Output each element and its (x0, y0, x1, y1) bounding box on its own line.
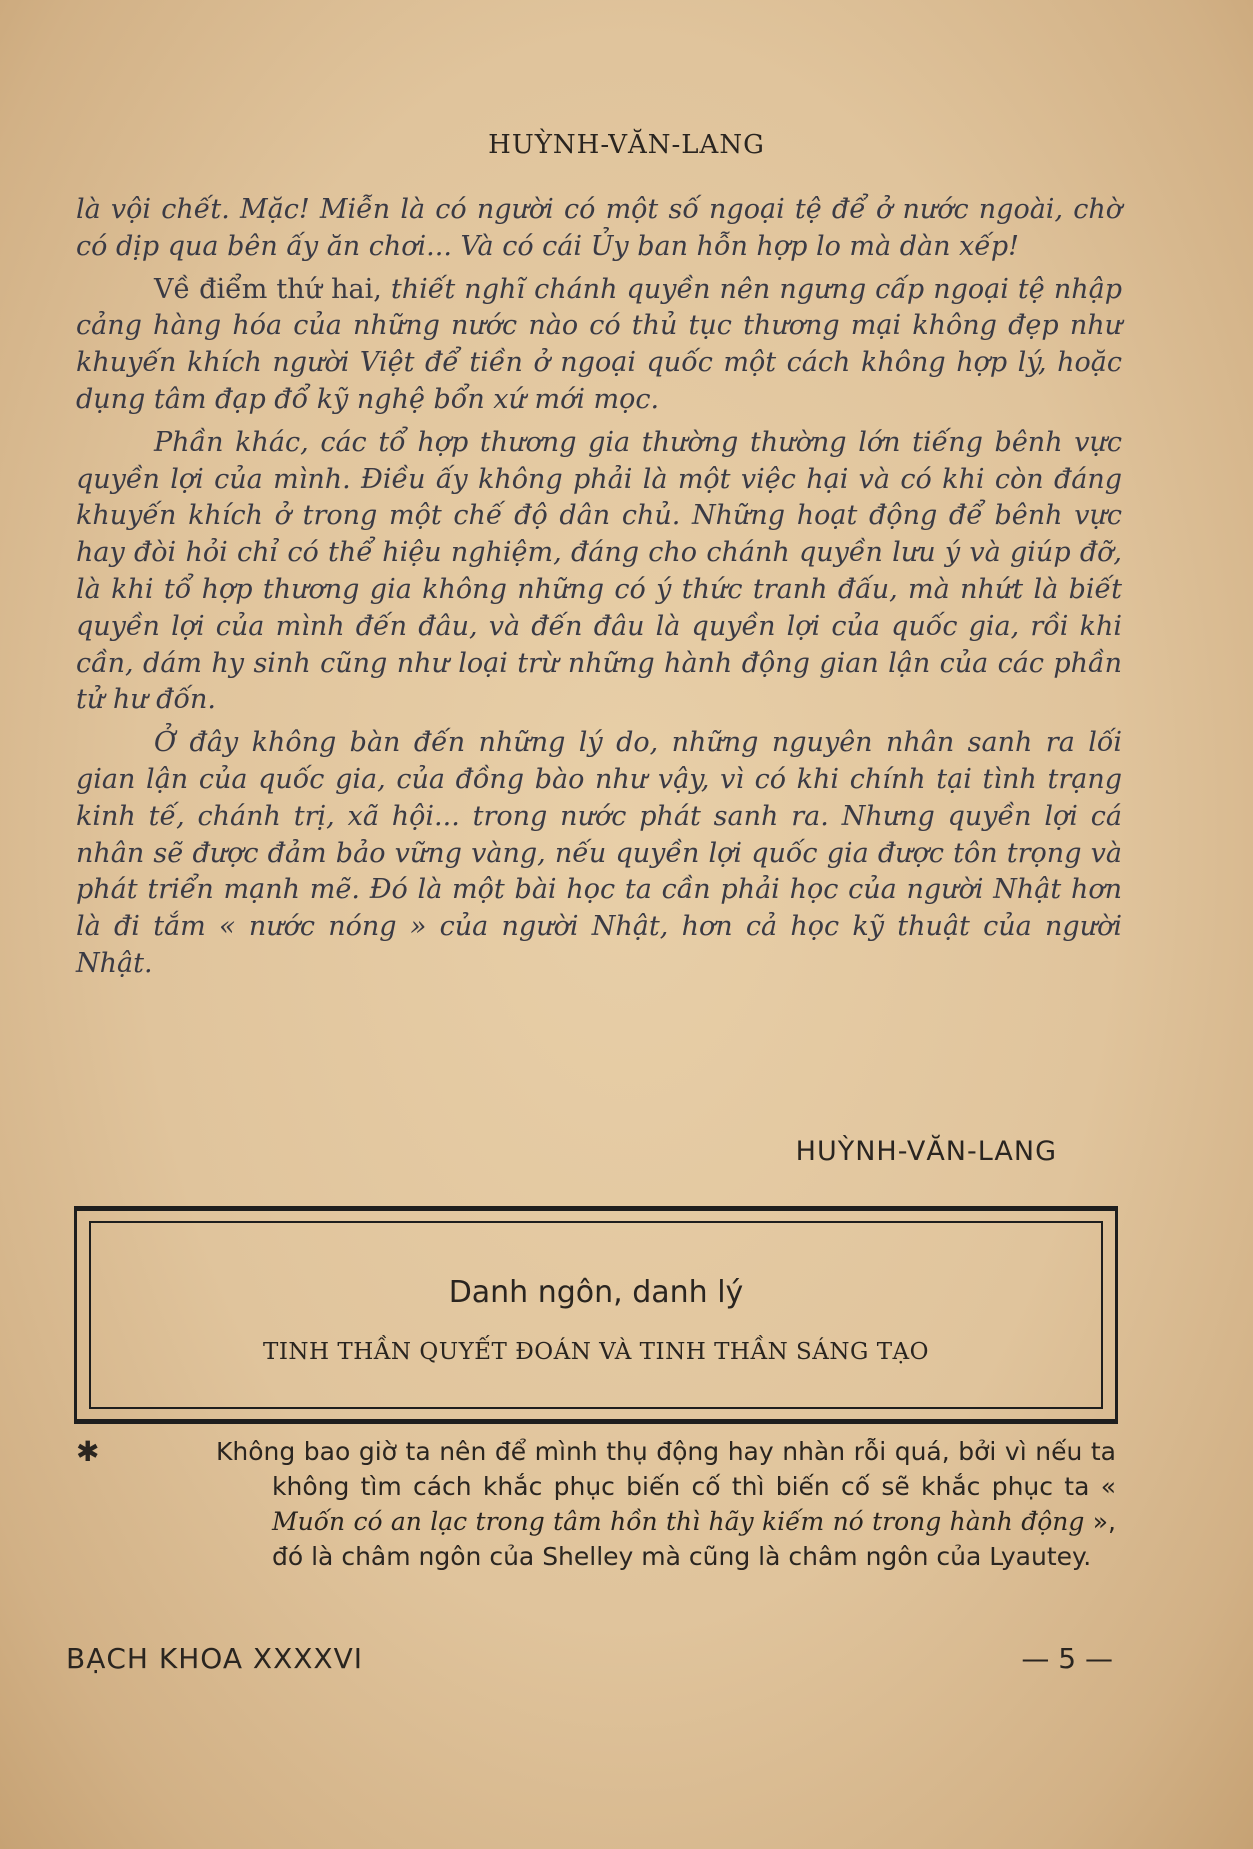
article-paragraph-3: Phần khác, các tổ hợp thương gia thường thường lớn tiếng bênh vực quyền lợi của mình. Điều ấy không phải là một việc hại và có khi còn đáng khuyến khích ở trong một chế độ dân chủ. Những hoạt động để bênh vực hay đòi hỏi chỉ có thể hiệu nghiệm, đáng cho chánh quyền lưu ý và giúp đỡ, là khi tổ hợp thương gia không những có ý thức tranh đấu, mà nhứt là biết quyền lợi của mình đến đâu, và đến đâu là quyền lợi của quốc gia, rồi khi cần, dám hy sinh cũng như loại trừ những hành động gian lận của các phần tử hư đốn. (76, 426, 1122, 716)
quote-block (76, 1434, 1116, 1574)
sayings-subtitle: TINH THẦN QUYẾT ĐOÁN VÀ TINH THẦN SÁNG TẠO (262, 1339, 929, 1365)
sayings-box (74, 1206, 1118, 1424)
star-icon: ✱ (76, 1435, 100, 1468)
article-paragraph-4: Ở đây không bàn đến những lý do, những nguyên nhân sanh ra lối gian lận của quốc gia, của đồng bào như vậy, vì có khi chính tại tình trạng kinh tế, chánh trị, xã hội... trong nước phát sanh ra. Nhưng quyền lợi cá nhân sẽ được đảm bảo vững vàng, nếu quyền lợi quốc gia được tôn trọng và phát triển mạnh mẽ. Đó là một bài học ta cần phải học của người Nhật hơn là đi tắm « nước nóng » của người Nhật, hơn cả học kỹ thuật của người Nhật. (76, 727, 1122, 979)
magazine-issue: BẠCH KHOA XXXXVI (66, 1642, 364, 1675)
quote-italic: Muốn có an lạc trong tâm hồn thì hãy kiếm nó trong hành động (272, 1507, 1085, 1536)
sayings-title: Danh ngôn, danh lý (448, 1275, 744, 1310)
page-number: — 5 — (1021, 1642, 1113, 1675)
paragraph-2-text: thiết nghĩ chánh quyền nên ngưng cấp ngoại tệ nhập cảng hàng hóa của những nước nào có thủ tục thương mại không đẹp như khuyến khích người Việt để tiền ở ngoại quốc một cách không hợp lý, hoặc dụng tâm đạp đổ kỹ nghệ bổn xứ mới mọc. (76, 273, 1122, 415)
quote-text-part1: Không bao giờ ta nên để mình thụ động hay nhàn rỗi quá, bởi vì nếu ta không tìm cách khắc phục biến cố thì biến cố sẽ khắc phục ta « (216, 1437, 1116, 1501)
sayings-box-inner (89, 1221, 1103, 1409)
article-body (76, 192, 1122, 989)
quote-text (216, 1434, 1116, 1574)
article-paragraph-2 (76, 272, 1122, 419)
running-header: HUỲNH-VĂN-LANG (488, 130, 765, 160)
article-author: HUỲNH-VĂN-LANG (795, 1136, 1057, 1167)
article-paragraph-1: là vội chết. Mặc! Miễn là có người có một số ngoại tệ để ở nước ngoài, chờ có dịp qua bên ấy ăn chơi... Và có cái Ủy ban hỗn hợp lo mà dàn xếp! (76, 194, 1122, 262)
paragraph-2-lead: Về điểm thứ hai, (154, 273, 382, 305)
quote-text-part2: », đó là châm ngôn của Shelley mà cũng là châm ngôn của Lyautey. (272, 1507, 1116, 1571)
